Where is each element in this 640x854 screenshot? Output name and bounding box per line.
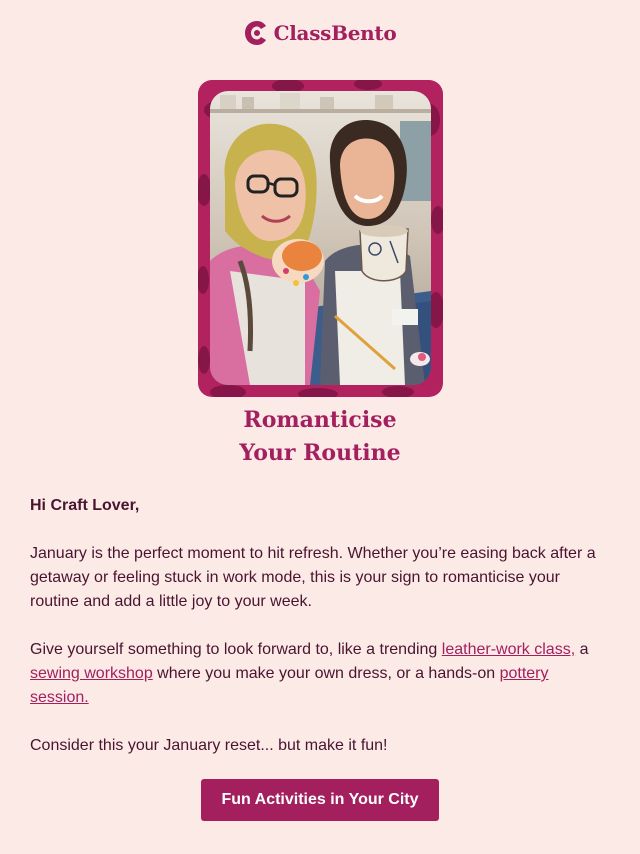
leather-work-link[interactable]: leather-work class,	[441, 641, 576, 658]
pottery-session-link[interactable]: pottery session.	[30, 665, 549, 706]
bento-c-logo-icon	[244, 20, 268, 46]
greeting: Hi Craft Lover,	[30, 497, 140, 514]
fun-activities-button[interactable]: Fun Activities in Your City	[201, 779, 439, 821]
brand-name: ClassBento	[273, 21, 397, 45]
suggestions-paragraph	[30, 638, 610, 710]
sewing-workshop-link[interactable]: sewing workshop	[30, 665, 153, 682]
pottery-class-photo	[210, 91, 431, 385]
suggestions-text-1: Give yourself something to look forward to, like a trending	[30, 641, 442, 658]
email-body	[30, 494, 610, 782]
hero-photo	[210, 91, 431, 385]
hero-image-frame	[198, 80, 443, 397]
suggestions-text-3: where you make your own dress, or a hands-on	[152, 665, 500, 682]
brand-logo[interactable]	[0, 20, 640, 46]
intro-paragraph: January is the perfect moment to hit refresh. Whether you’re easing back after a getaway or feeling stuck in work mode, this is your sign to romanticise your routine and add a little joy to your week.	[30, 545, 596, 610]
suggestions-text-2: a	[575, 641, 589, 658]
closing-paragraph: Consider this your January reset... but make it fun!	[30, 737, 388, 754]
headline-line-2: Your Routine	[239, 440, 401, 466]
hero-headline	[0, 404, 640, 470]
headline-line-1: Romanticise	[243, 407, 397, 433]
